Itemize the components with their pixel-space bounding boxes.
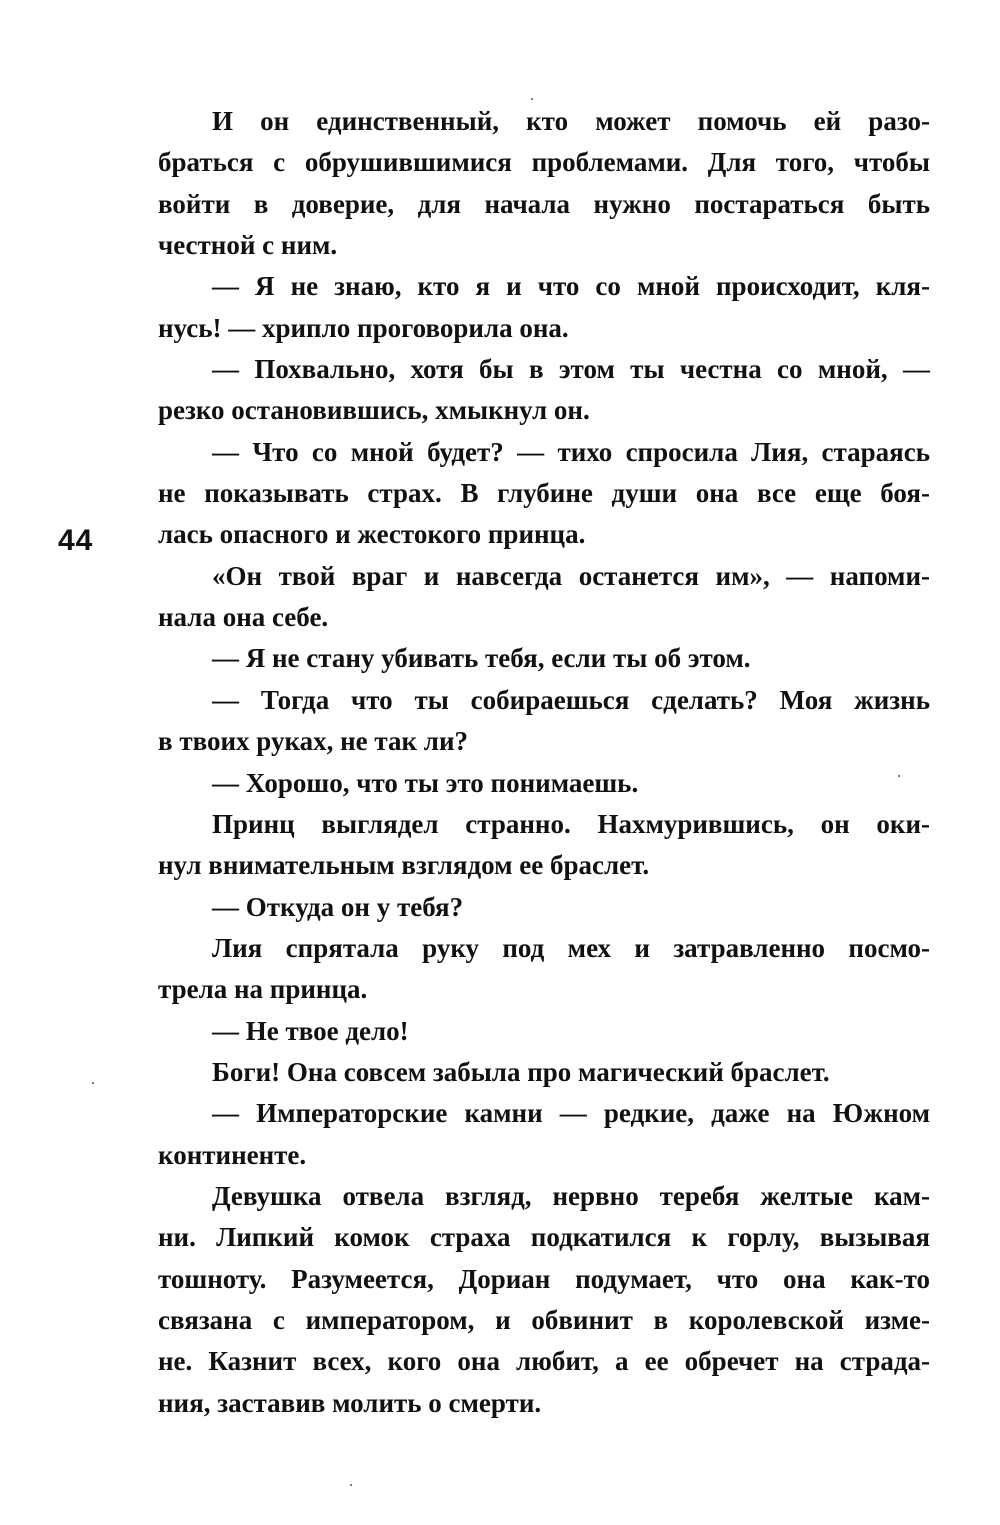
text-line: ни. Липкий комок страха подкатился к горлу, вызывая [158, 1222, 930, 1253]
text-line: нала она себе. [158, 602, 329, 633]
text-line: — Я не знаю, кто я и что со мной происходит, кля- [212, 271, 930, 302]
text-line: Боги! Она совсем забыла про магический браслет. [212, 1056, 830, 1087]
print-speck [350, 1484, 352, 1486]
text-line: — Не твое дело! [212, 1015, 409, 1046]
print-speck [898, 775, 900, 777]
text-line: ния, заставив молить о смерти. [158, 1387, 542, 1418]
body-text [158, 101, 930, 1424]
text-line: «Он твой враг и навсегда останется им», — напоми- [212, 560, 930, 591]
text-line: не показывать страх. В глубине души она все еще боя- [158, 478, 930, 509]
text-line: Девушка отвела взгляд, нервно теребя желтые кам- [212, 1180, 930, 1211]
text-line: — Что со мной будет? — тихо спросила Лия, стараясь [212, 436, 930, 467]
text-line: Принц выглядел странно. Нахмурившись, он оки- [212, 808, 930, 839]
text-line: резко остановившись, хмыкнул он. [158, 395, 590, 426]
text-line: нусь! — хрипло проговорила она. [158, 312, 569, 343]
text-line: не. Казнит всех, кого она любит, а ее обречет на страда- [158, 1346, 930, 1377]
print-speck [531, 98, 533, 100]
text-line: честной с ним. [158, 230, 338, 261]
text-line: — Хорошо, что ты это понимаешь. [212, 767, 639, 798]
text-line: войти в доверие, для начала нужно постараться быть [158, 188, 930, 219]
text-line: тошноту. Разумеется, Дориан подумает, что она как-то [158, 1263, 930, 1294]
text-line: континенте. [158, 1139, 307, 1170]
text-line: — Императорские камни — редкие, даже на Южном [212, 1098, 930, 1129]
text-line: — Откуда он у тебя? [212, 891, 464, 922]
text-line: — Я не стану убивать тебя, если ты об этом. [212, 643, 751, 674]
text-line: нул внимательным взглядом ее браслет. [158, 850, 650, 881]
text-line: связана с императором, и обвинит в королевской изме- [158, 1304, 930, 1335]
text-line: Лия спрятала руку под мех и затравленно посмо- [212, 932, 930, 963]
text-line: — Тогда что ты собираешься сделать? Моя жизнь [212, 684, 930, 715]
text-line: — Похвально, хотя бы в этом ты честна со мной, — [212, 354, 930, 385]
text-line: трела на принца. [158, 974, 368, 1005]
print-speck [92, 1082, 94, 1084]
text-line: в твоих руках, не так ли? [158, 726, 468, 757]
text-line: И он единственный, кто может помочь ей разо- [212, 106, 930, 136]
text-line: лась опасного и жестокого принца. [158, 519, 586, 550]
page-number: 44 [58, 524, 94, 557]
text-line: браться с обрушившимися проблемами. Для того, чтобы [158, 147, 930, 178]
